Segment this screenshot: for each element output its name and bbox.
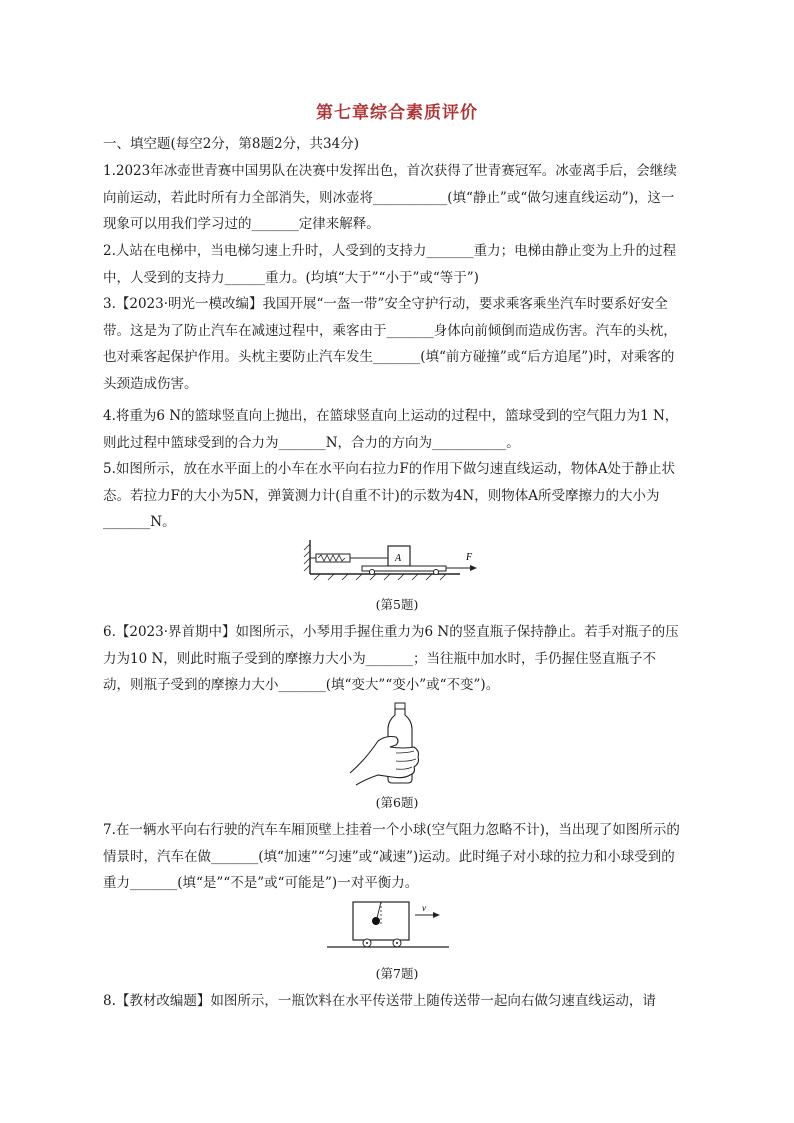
force-arrow-head: [470, 565, 477, 571]
question-8-text: 8.【教材改编题】如图所示，一瓶饮料在水平传送带上随传送带一起向右做匀速直线运动，请: [103, 993, 656, 1009]
question-2: [103, 238, 683, 291]
question-2-text: 2.人站在电梯中，当电梯匀速上升时，人受到的支持力_______重力；电梯由静止变为上升的过程中，人受到的支持力______重力。(均填“大于”“小于”或“等于”): [103, 243, 677, 286]
question-4: [103, 403, 683, 456]
figure-7-caption: (第7题): [375, 966, 419, 981]
figure-7-diagram: [325, 898, 455, 954]
question-7: [103, 817, 683, 897]
force-label: F: [466, 552, 473, 563]
question-3-text: 3.【2023·明光一模改编】我国开展“一盔一带”安全守护行动，要求乘客乘坐汽车时要系好安全带。这是为了防止汽车在减速过程中，乘客由于_______身体向前倾倒而造成伤害。汽车的头枕，也对乘客起保护作用。头枕主要防止汽车发生_______(填“前方碰撞”或“后方追尾”)时，对乘客的头颈造成伤害。: [103, 296, 677, 392]
question-5: [103, 456, 683, 536]
question-6-text: 6.【2023·界首期中】如图所示，小琴用手握住重力为6 N的竖直瓶子保持静止。若手对瓶子的压力为10 N，则此时瓶子受到的摩擦力大小为_______；当往瓶中加水时，手仍握住竖直瓶子不动，则瓶子受到的摩擦力大小_______(填“变大”“变小”或“不变”)。: [103, 624, 679, 693]
question-4-text: 4.将重为6 N的篮球竖直向上抛出，在篮球竖直向上运动的过程中，篮球受到的空气阻力为1 N，则此过程中篮球受到的合力为_______N，合力的方向为___________。: [103, 408, 679, 451]
question-5-text: 5.如图所示，放在水平面上的小车在水平向右拉力F的作用下做匀速直线运动，物体A处于静止状态。若拉力F的大小为5N，弹簧测力计(自重不计)的示数为4N，则物体A所受摩擦力的大小为_______N。: [103, 461, 675, 530]
page-title: 第七章综合素质评价: [316, 103, 478, 123]
ball: [372, 917, 380, 925]
question-3: [103, 291, 683, 397]
velocity-label: v: [422, 903, 426, 913]
question-1-text: 1.2023年冰壶世青赛中国男队在决赛中发挥出色，首次获得了世青赛冠军。冰壶离手后，会继续向前运动，若此时所有力全部消失，则冰壶将___________(填“静止”或“做匀速直线运动”)，这一现象可以用我们学习过的_______定律来解释。: [103, 163, 677, 232]
question-8: [103, 988, 683, 1015]
velocity-arrow-head: [433, 912, 440, 918]
question-6: [103, 619, 683, 699]
cart-body: [362, 566, 446, 571]
question-7-text: 7.在一辆水平向右行驶的汽车车厢顶壁上挂着一个小球(空气阻力忽略不计)，当出现了如图所示的情景时，汽车在做_______(填“加速”“匀速”或“减速”)运动。此时绳子对小球的拉力和小球受到的重力_______(填“是”“不是”或“可能是”)一对平衡力。: [103, 822, 680, 891]
block-a-label: A: [395, 553, 402, 564]
figure-6-caption: (第6题): [375, 795, 419, 810]
figure-5-caption: (第5题): [375, 597, 419, 612]
section-heading: 一、填空题(每空2分，第8题2分，共34分): [103, 136, 359, 152]
cart-wheel-left: [370, 570, 375, 575]
figure-5-diagram: [300, 538, 490, 586]
bottle-cap: [395, 703, 405, 709]
question-1: [103, 158, 683, 238]
figure-6-diagram: [348, 701, 428, 787]
ground-hatching: [314, 574, 446, 580]
cart-wheel-right: [434, 570, 439, 575]
wall-hatching: [304, 544, 310, 571]
